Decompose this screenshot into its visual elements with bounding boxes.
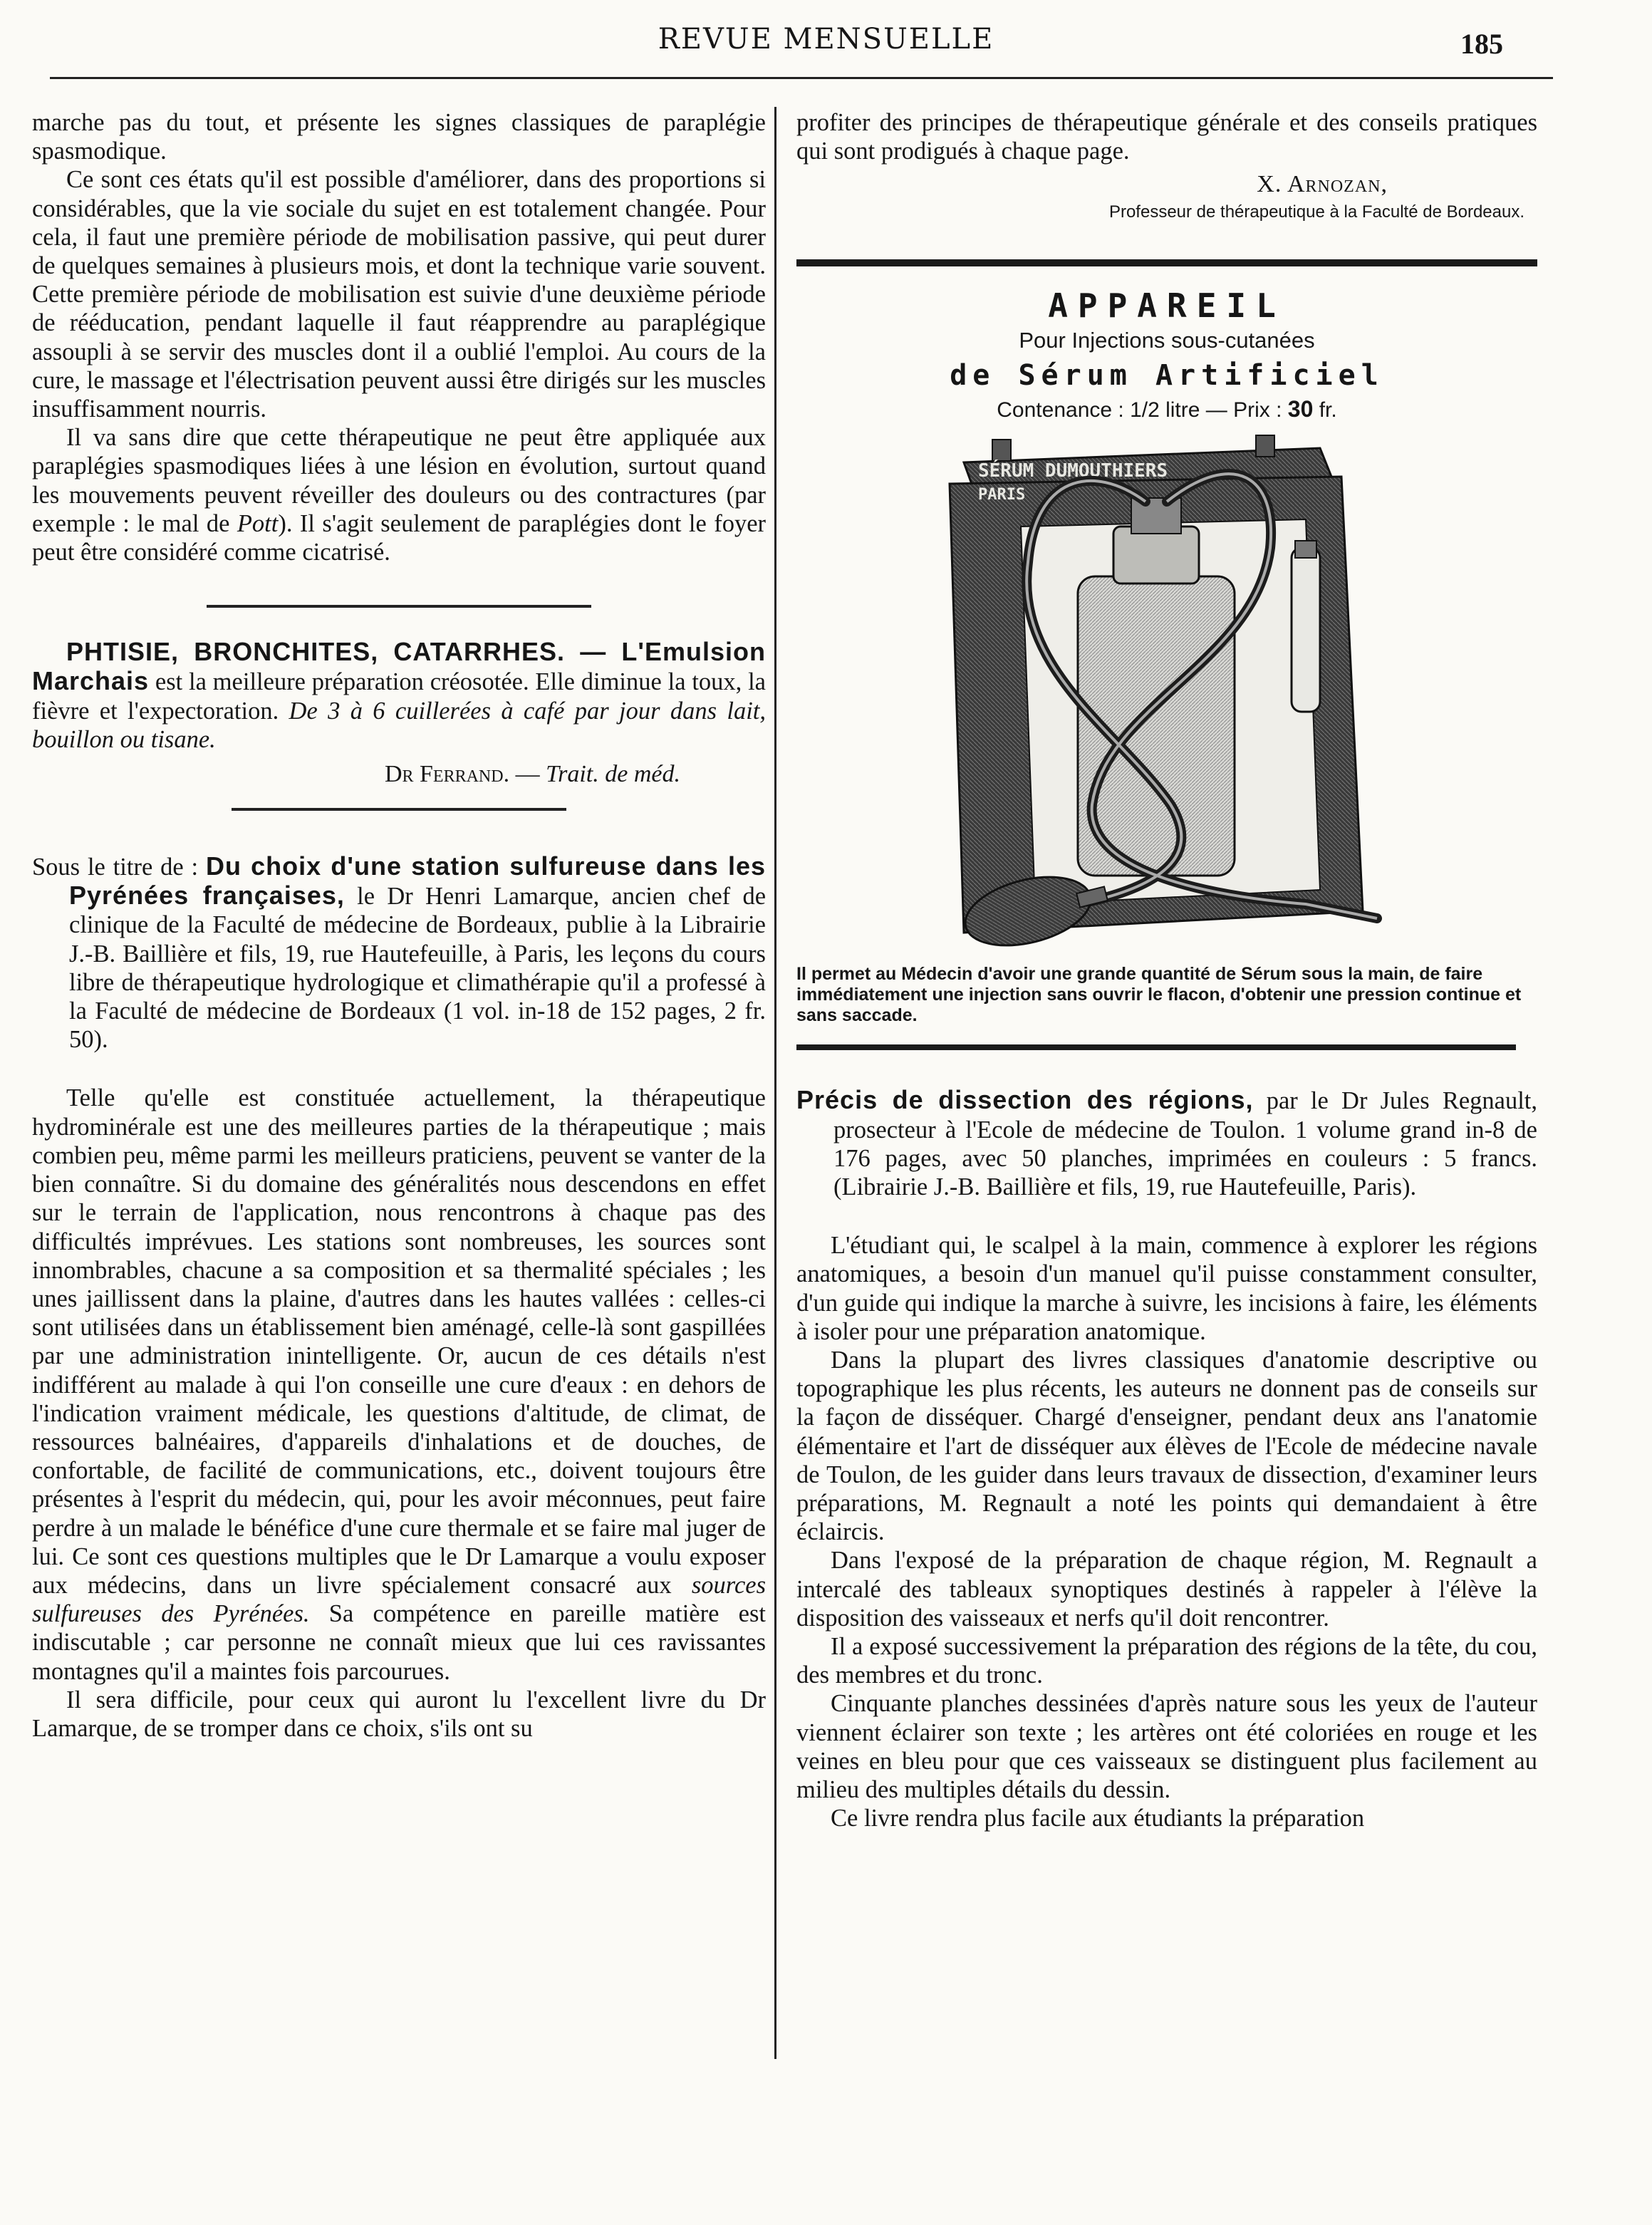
lamarque-book-notice: Sous le titre de : Du choix d'une station sulfureuse dans les Pyrénées françaises, le Dr Henri Lamarque, ancien chef de clinique de la Faculté de médecine de Bordeaux, publie à la Librairie J.-B. Baillière et fils, 19, rue Hautefeuille, à Paris, les leçons du cours libre de thérapeutique hydrologique et climathérapie qu'il a professé à la Faculté de médecine de Bordeaux (1 vol. in-18 de 152 pages, 2 fr. 50). xyxy=(32,851,767,1054)
paraplegia-treatment: Ce sont ces états qu'il est possible d'améliorer, dans des proportions si considérables, que la vie sociale du sujet en est totalement changée. Pour cela, il faut une première période de mobilisation passive, qui peut durer de quelques semaines à plusieurs mois, et dont la technique varie souvent. Cette première période de mobilisation est suivie d'une deuxième période de rééducation, pendant laquelle il faut réapprendre au paraplégique assoupli à se servir des muscles dont il a oublié l'emploi. Au cours de la cure, le massage et l'électrisation peuvent aussi être dirigés sur les muscles insuffisamment nourris. xyxy=(32,166,766,423)
review-continuation: profiter des principes de thérapeutique générale et des conseils pratiques qui sont prodigués à chaque page. xyxy=(796,109,1537,165)
phtisie-notice: PHTISIE, BRONCHITES, CATARRHES. — L'Emulsion Marchais est la meilleure préparation créosotée. Elle diminue la toux, la fièvre et l'expectoration. De 3 à 6 cuillerées à café par jour dans lait, bouillon ou tisane. xyxy=(32,637,767,753)
precis-paragraph: Dans l'exposé de la préparation de chaque région, M. Regnault a intercalé des tableaux synoptiques destinés à rappeler à l'élève la disposition des vaisseaux et nerfs qu'il doit rencontrer. xyxy=(796,1547,1537,1632)
ad-bottom-rule xyxy=(796,1044,1516,1050)
box-label-line-2: PARIS xyxy=(978,486,1026,504)
serum-apparatus-advertisement xyxy=(796,286,1537,1026)
page-number: 185 xyxy=(1460,28,1503,60)
box-label-line-1: SÉRUM DUMOUTHIERS xyxy=(978,460,1168,482)
ad-subtitle: Pour Injections sous-cutanées xyxy=(1019,328,1315,353)
right-column xyxy=(796,108,1537,1832)
section-rule xyxy=(232,808,566,811)
paraplegia-limits: Il va sans dire que cette thérapeutique ne peut être appliquée aux paraplégies spasmodiques liées à une lésion en évolution, surtout quand les mouvements peuvent réveiller des douleurs ou des contractures (par exemple : le mal de Pott). Il s'agit seulement de paraplégies dont le foyer peut être considéré comme cicatrisé. xyxy=(32,424,767,566)
running-title: REVUE MENSUELLE xyxy=(658,23,994,56)
header-rule xyxy=(50,77,1553,79)
serum-apparatus-illustration xyxy=(935,434,1398,954)
paraplegia-intro: marche pas du tout, et présente les signes classiques de paraplégie spasmodique. xyxy=(32,109,766,165)
precis-paragraph: Ce livre rendra plus facile aux étudiants la préparation xyxy=(831,1805,1365,1832)
lamarque-review: Telle qu'elle est constituée actuellement, la thérapeutique hydrominérale est une des meilleures parties de la thérapeutique ; mais combien peu, même parmi les meilleurs praticiens, peuvent se vanter de la bien connaître. Si du domaine des généralités nous descendons en effet sur le terrain de l'application, nous rencontrons à chaque pas des difficultés imprévues. Les stations sont nombreuses, les sources sont innombrables, chacune a sa composition et sa thermalité spéciales ; les unes jaillissent dans la plaine, d'autres dans les hautes vallées : celles-ci sont utilisées dans un établissement bien aménagé, celle-là sont gaspillées par une administration inintelligente. Or, aucun de ces détails n'est indifférent au malade à qui l'on conseille une cure d'eaux : en dehors de l'indication vraiment médicale, les questions d'altitude, de climat, de ressources balnéaires, d'appareils d'inhalations et de douches, de confortable, de facilité de communications, etc., doivent toujours être présentes à l'esprit du médecin, qui, pour les avoir méconnues, peut faire perdre à un malade le bénéfice d'une cure thermale et se faire mal juger de lui. Ce sont ces questions multiples que le Dr Lamarque a voulu exposer aux médecins, dans un livre spécialement consacré aux sources sulfureuses des Pyrénées. Sa compétence en pareille matière est indiscutable ; car personne ne connaît mieux que lui ces ravissantes montagnes qu'il a maintes fois parcourues. xyxy=(32,1084,766,1685)
precis-paragraph: Il a exposé successivement la préparation des régions de la tête, du cou, des membres et du tronc. xyxy=(796,1633,1537,1689)
precis-book-notice: Précis de dissection des régions, par le Dr Jules Regnault, prosecteur à l'Ecole de médecine de Toulon. 1 volume grand in-8 de 176 pages, avec 50 planches, imprimées en couleurs : 5 francs. (Librairie J.-B. Baillière et fils, 19, rue Hautefeuille, Paris). xyxy=(796,1085,1537,1201)
signature-name: X. Arnozan, xyxy=(1257,171,1388,198)
ad-caption: Il permet au Médecin d'avoir une grande quantité de Sérum sous la main, de faire immédiatement une injection sans ouvrir le flacon, d'obtenir une pression continue et sans saccade. xyxy=(796,964,1522,1026)
precis-paragraph: L'étudiant qui, le scalpel à la main, commence à explorer les régions anatomiques, a besoin d'un manuel qu'il puisse constamment consulter, d'un guide qui indique la marche à suivre, les incisions à faire, les éléments à isoler pour une préparation anatomique. xyxy=(796,1232,1537,1345)
ad-top-rule xyxy=(796,259,1537,266)
phtisie-credit: Dr Ferrand. — Trait. de méd. xyxy=(384,761,680,788)
filter-tube xyxy=(1292,541,1320,712)
precis-paragraph: Dans la plupart des livres classiques d'anatomie descriptive ou topographique les plus récents, les auteurs ne donnent pas de conseils sur la façon de disséquer. Chargé d'enseigner, pendant deux ans l'anatomie élémentaire et l'art de disséquer aux élèves de l'Ecole de médecine navale de Toulon, de les guider dans leurs travaux de dissection, d'examiner leurs préparations, M. Regnault a noté les points qui demandaient à être éclaircis. xyxy=(796,1347,1537,1546)
section-rule xyxy=(207,605,591,608)
column-divider xyxy=(774,107,776,2059)
signature-title: Professeur de thérapeutique à la Faculté de Bordeaux. xyxy=(1108,202,1524,222)
ad-serum-line: de Sérum Artificiel xyxy=(950,359,1384,393)
left-column xyxy=(32,108,766,1743)
ad-price-line: Contenance : 1/2 litre — Prix : 30 fr. xyxy=(997,396,1337,422)
precis-paragraph: Cinquante planches dessinées d'après nature sous les yeux de l'auteur viennent éclairer son texte ; les artères ont été coloriées en rouge et les veines en bleu pour que ces vaisseaux se distinguent plus facilement au milieu des multiples détails du dessin. xyxy=(796,1690,1537,1804)
ad-title: APPAREIL xyxy=(1048,286,1286,326)
lamarque-conclusion: Il sera difficile, pour ceux qui auront lu l'excellent livre du Dr Lamarque, de se tromper dans ce choix, s'ils ont su xyxy=(32,1686,766,1742)
